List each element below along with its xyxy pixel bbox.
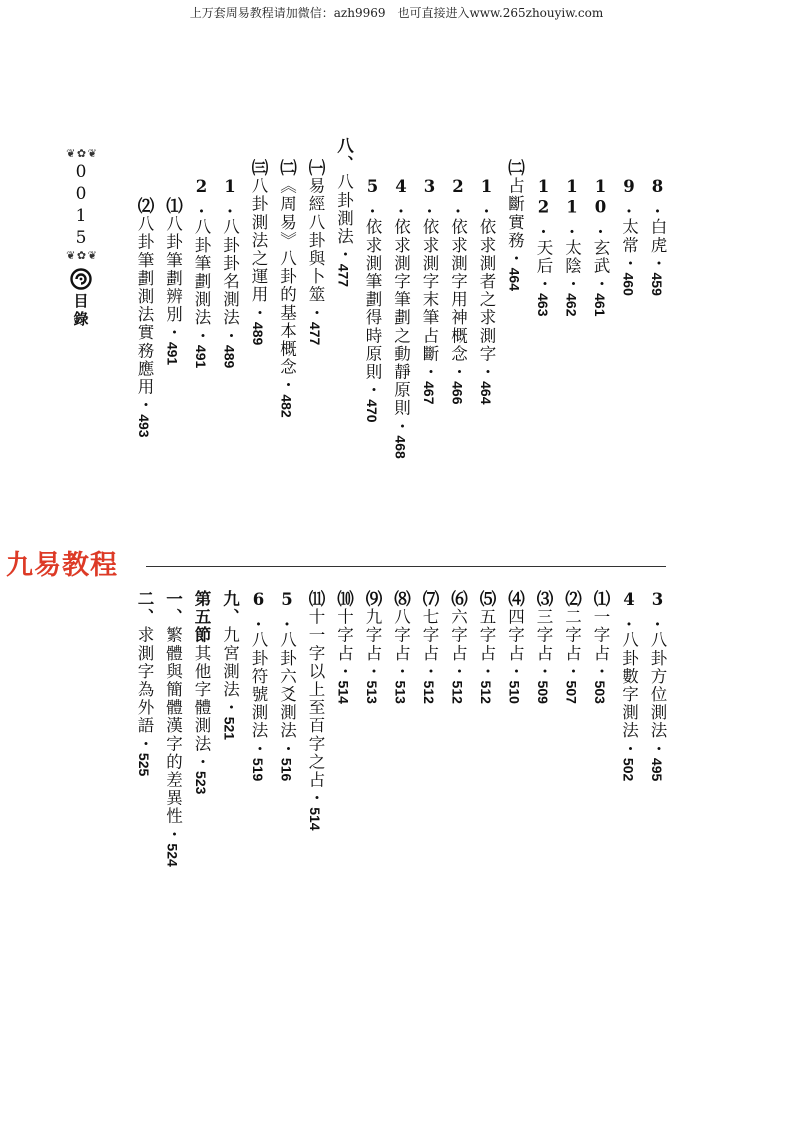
ornament-top-icon: ❦ ✿ ❦ [66,147,96,160]
toc-entry[interactable] [500,590,529,704]
toc-entry[interactable] [529,590,558,704]
margin-header [60,148,102,328]
ornament-bottom-icon: ❦ ✿ ❦ [66,249,96,262]
toc-entry[interactable] [244,159,273,345]
toc-entry[interactable] [329,137,358,287]
entry-marker: 1. [477,177,496,219]
entry-page-number: 459 [649,272,665,296]
entry-page-number: 460 [620,272,637,296]
entry-title: 八卦六爻測法 [277,631,297,740]
page-number-digit: 1 [75,206,87,226]
entry-title: 八卦筆劃辨別 [163,215,183,324]
page-number-digit: 5 [75,228,87,248]
entry-dot: ・ [391,417,411,436]
section-label: 目 [73,292,89,310]
entry-dot: ・ [249,303,268,322]
entry-dot: ・ [648,254,667,273]
toc-entry[interactable] [386,177,415,459]
entry-dot: ・ [135,734,154,753]
entry-page-number: 513 [392,680,409,704]
entry-page-number: 468 [392,435,409,459]
toc-entry[interactable] [415,177,444,404]
entry-marker: 6. [249,590,268,632]
toc-bottom-block [130,590,672,867]
entry-page-number: 514 [307,807,323,831]
entry-dot: ・ [477,363,496,382]
entry-dot: ・ [391,662,411,681]
entry-page-number: 512 [421,680,437,704]
entry-dot: ・ [249,739,268,758]
entry-title: 八字占 [391,608,411,663]
entry-marker: ⑶ [534,590,553,609]
entry-marker: 3. [648,590,667,632]
entry-title: 其他字體測法 [192,644,211,753]
entry-title: 八卦卦名測法 [220,218,240,327]
toc-entry[interactable] [443,590,472,704]
entry-dot: ・ [562,662,582,681]
entry-dot: ・ [477,662,496,681]
entry-page-number: 519 [250,757,266,782]
entry-dot: ・ [306,789,325,808]
entry-marker: ㈡ [505,159,525,178]
entry-marker: 3. [420,177,439,219]
entry-page-number: 507 [563,680,580,704]
entry-marker: 二、 [135,590,154,627]
entry-title: 占斷實務 [505,177,525,250]
toc-entry[interactable] [500,159,529,291]
entry-page-number: 509 [535,680,551,704]
entry-marker: ⑴ [163,197,183,216]
entry-dot: ・ [220,326,240,345]
entry-dot: ・ [505,662,525,681]
toc-entry[interactable] [529,177,558,316]
entry-page-number: 502 [620,757,637,782]
entry-page-number: 510 [506,680,523,704]
section-label: 錄 [73,310,89,328]
entry-marker: 1. [220,177,240,219]
toc-entry[interactable] [187,590,216,794]
entry-marker: ㈠ [306,159,325,178]
entry-title: 二字占 [562,608,582,663]
page-number-digit: 0 [75,184,87,204]
toc-entry[interactable] [215,177,244,368]
entry-dot: ・ [619,254,639,273]
entry-dot: ・ [505,249,525,268]
toc-entry[interactable] [614,590,643,781]
entry-marker: ⑼ [363,590,382,609]
toc-top-block [130,137,672,459]
entry-dot: ・ [420,363,439,382]
entry-marker: 八、 [334,137,354,174]
entry-title: 八卦筆劃測法實務應用 [135,215,154,397]
entry-dot: ・ [163,825,183,844]
entry-title: 四字占 [505,608,525,663]
entry-page-number: 514 [335,680,352,704]
entry-dot: ・ [648,739,667,758]
entry-page-number: 489 [250,321,266,346]
entry-page-number: 491 [193,344,209,369]
entry-title: 八卦筆劃測法 [192,218,211,327]
entry-page-number: 477 [307,321,323,346]
entry-page-number: 461 [592,293,608,317]
toc-entry[interactable] [415,590,444,704]
entry-page-number: 512 [478,680,494,704]
entry-page-number: 525 [136,752,152,777]
entry-page-number: 467 [421,381,437,405]
toc-entry[interactable] [301,590,330,831]
entry-page-number: 493 [136,414,152,438]
toc-entry[interactable] [215,590,244,740]
entry-page-number: 512 [449,680,466,704]
watermark-brand: 九易教程 [6,550,118,581]
entry-dot: ・ [562,275,582,294]
entry-dot: ・ [334,662,354,681]
entry-dot: ・ [448,363,468,382]
entry-marker: 9. [619,177,639,219]
toc-entry[interactable] [158,590,187,867]
entry-title: 八卦測法之運用 [249,177,268,304]
entry-page-number: 489 [221,344,238,369]
entry-title: 八卦符號測法 [249,631,268,740]
toc-entry[interactable] [586,177,615,316]
toc-entry[interactable] [244,590,273,781]
entry-page-number: 463 [535,293,551,317]
toc-entry[interactable] [643,177,672,296]
entry-marker: 一、 [163,590,183,627]
entry-title: 九宮測法 [220,626,240,699]
entry-title: 七字占 [420,608,439,663]
entry-page-number: 470 [364,399,380,423]
toc-entry[interactable] [614,177,643,296]
page-number-digit: 0 [75,162,87,182]
entry-title: 依求測筆劃得時原則 [363,218,382,382]
entry-marker: ⑴ [591,590,610,609]
entry-title: 依求測字筆劃之動靜原則 [391,218,411,418]
entry-marker: 第五節 [192,590,211,645]
entry-marker: 12. [534,177,553,239]
entry-page-number: 524 [164,843,181,867]
entry-dot: ・ [277,739,297,758]
toc-entry[interactable] [358,590,387,704]
banner-text: 上万套周易教程请加微信：azh9969 也可直接进入www.265zhouyiw.com [189,6,604,20]
toc-entry[interactable] [472,177,501,404]
entry-page-number: 464 [506,267,523,291]
entry-dot: ・ [192,326,211,345]
toc-entry[interactable] [272,159,301,418]
entry-page-number: 462 [563,293,580,317]
entry-marker: ⑷ [505,590,525,609]
toc-entry[interactable] [130,590,159,776]
entry-marker: 5. [363,177,382,219]
entry-page-number: 464 [478,381,494,405]
entry-dot: ・ [420,662,439,681]
entry-dot: ・ [591,662,610,681]
entry-title: 白虎 [648,218,667,255]
toc-entry[interactable] [443,177,472,404]
divider-rule [146,566,666,567]
entry-title: 太常 [619,218,639,255]
entry-title: 依求測者之求測字 [477,218,496,364]
entry-title: 玄武 [591,238,610,276]
toc-entry[interactable] [472,590,501,704]
entry-dot: ・ [363,381,382,400]
toc-entry[interactable] [557,177,586,316]
entry-marker: 4. [391,177,411,219]
entry-title: 五字占 [477,608,496,663]
entry-page-number: 513 [364,680,380,704]
entry-dot: ・ [591,275,610,294]
entry-page-number: 523 [193,771,209,795]
entry-marker: ⑻ [391,590,411,609]
entry-title: 十一字以上至百字之占 [306,608,325,790]
entry-dot: ・ [334,245,354,264]
entry-marker: 8. [648,177,667,219]
entry-page-number: 503 [592,680,608,704]
entry-marker: ⑹ [448,590,468,609]
entry-marker: ⑽ [334,590,354,609]
toc-entry[interactable] [130,197,159,438]
toc-entry[interactable] [329,590,358,704]
entry-title: 十字占 [334,608,354,663]
entry-marker: ⑺ [420,590,439,609]
entry-marker: ㈢ [249,159,268,178]
entry-title: 天后 [534,238,553,276]
entry-title: 一字占 [591,608,610,663]
entry-marker: 10. [591,177,610,239]
toc-entry[interactable] [358,177,387,423]
toc-entry[interactable] [187,177,216,368]
toc-entry[interactable] [158,197,187,365]
entry-page-number: 495 [649,757,665,782]
entry-title: 《周易》八卦的基本概念 [277,177,297,377]
entry-title: 太陰 [562,238,582,276]
entry-marker: ⑵ [562,590,582,609]
toc-entry[interactable] [386,590,415,704]
entry-dot: ・ [619,739,639,758]
entry-dot: ・ [163,323,183,342]
entry-title: 依求測字用神概念 [448,218,468,364]
toc-entry[interactable] [643,590,672,781]
entry-marker: 4. [619,590,639,632]
entry-page-number: 516 [278,757,295,782]
entry-title: 求測字為外語 [135,626,154,735]
entry-dot: ・ [534,662,553,681]
entry-title: 八卦數字測法 [619,631,639,740]
entry-title: 八卦方位測法 [648,631,667,740]
entry-dot: ・ [306,303,325,322]
entry-dot: ・ [220,698,240,717]
entry-dot: ・ [135,396,154,415]
entry-marker: 九、 [220,590,240,627]
entry-page-number: 482 [278,394,295,418]
entry-page-number: 521 [221,716,238,741]
entry-marker: 5. [277,590,297,632]
entry-marker: 2. [448,177,468,219]
entry-marker: 11. [562,177,582,239]
toc-entry[interactable] [301,159,330,345]
entry-marker: ⑾ [306,590,325,609]
entry-dot: ・ [277,376,297,395]
entry-marker: ㈡ [277,159,297,178]
entry-title: 繁體與簡體漢字的差異性 [163,626,183,826]
entry-marker: ⑸ [477,590,496,609]
entry-marker: ⑵ [135,197,154,216]
spiral-logo-icon [70,268,92,290]
entry-page-number: 477 [335,263,352,288]
entry-marker: 2. [192,177,211,219]
entry-title: 依求測字末筆占斷 [420,218,439,364]
entry-title: 八卦測法 [334,173,354,246]
entry-dot: ・ [534,275,553,294]
entry-title: 九字占 [363,608,382,663]
entry-page-number: 491 [164,341,181,366]
entry-title: 三字占 [534,608,553,663]
entry-title: 六字占 [448,608,468,663]
entry-title: 易經八卦與卜筮 [306,177,325,304]
toc-entry[interactable] [272,590,301,781]
entry-dot: ・ [448,662,468,681]
toc-entry[interactable] [557,590,586,704]
entry-page-number: 466 [449,381,466,405]
entry-dot: ・ [363,662,382,681]
entry-dot: ・ [192,752,211,772]
toc-entry[interactable] [586,590,615,704]
